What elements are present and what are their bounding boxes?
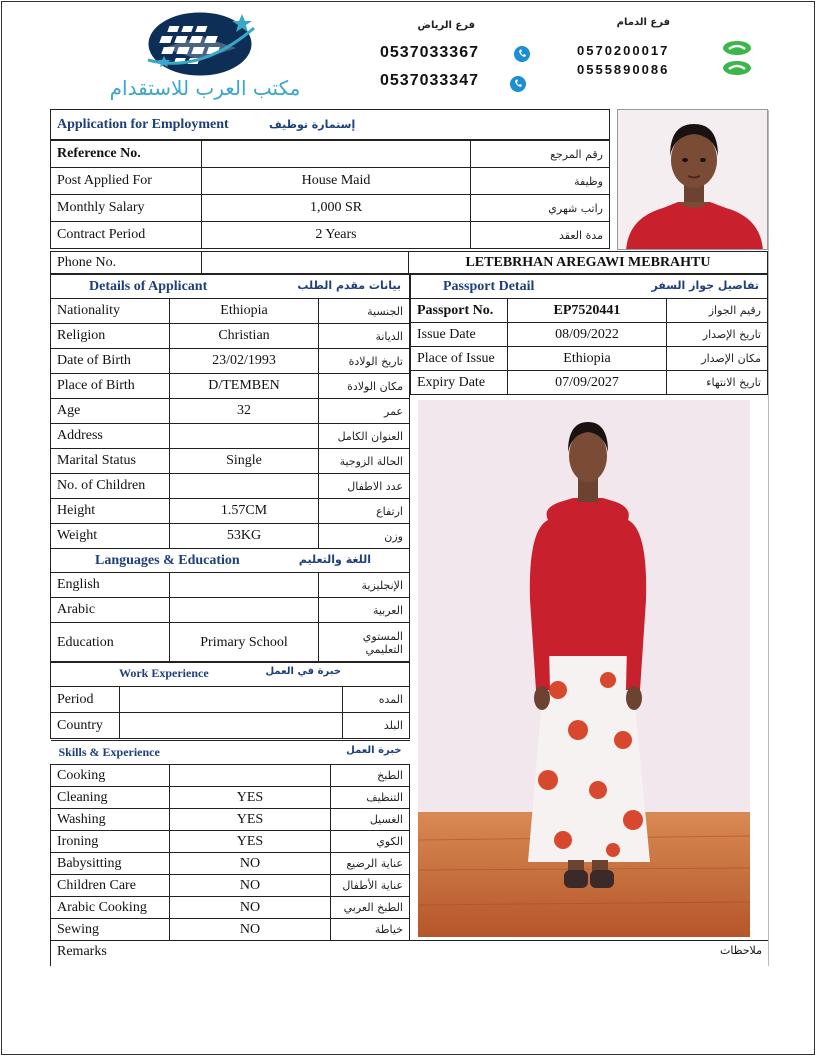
whatsapp-icon	[508, 74, 528, 94]
remarks-divider	[50, 940, 768, 941]
field-label-ar: وظيفة	[471, 168, 610, 195]
section-header	[411, 275, 768, 299]
passport-section-title-ar: تفاصيل جواز السفر	[651, 278, 759, 292]
skills-section-title-ar: خبرة العمل	[346, 744, 402, 756]
skill-value: NO	[170, 919, 331, 941]
skill-value	[170, 765, 331, 787]
field-label: English	[51, 573, 170, 598]
skill-label: Cooking	[51, 765, 170, 787]
field-label: Place of Issue	[411, 347, 508, 371]
languages-section-title-ar: اللغة والتعليم	[298, 552, 371, 566]
table-row	[51, 299, 410, 324]
table-row	[51, 222, 610, 249]
table-row	[51, 787, 410, 809]
work-section-title-ar: خبرة في العمل	[265, 666, 341, 677]
skill-value: YES	[170, 831, 331, 853]
field-value: 23/02/1993	[170, 349, 319, 374]
post-applied-value: House Maid	[202, 168, 471, 195]
reference-no-value	[202, 141, 471, 168]
field-label-ar: تاريخ الولادة	[319, 349, 410, 374]
table-row	[51, 399, 410, 424]
remarks-left-border	[50, 940, 51, 966]
field-value: Ethiopia	[170, 299, 319, 324]
table-row	[51, 623, 410, 663]
company-name: مكتب العرب للاستقدام	[109, 76, 301, 100]
applicant-portrait-photo	[617, 109, 768, 250]
table-row	[51, 524, 410, 549]
field-label: Place of Birth	[51, 374, 170, 399]
riyadh-phone-1: 0537033367	[380, 44, 479, 61]
field-label: No. of Children	[51, 474, 170, 499]
field-label-ar: البلد	[343, 713, 410, 739]
place-of-issue-value: Ethiopia	[508, 347, 667, 371]
field-label-ar: الإنجليزية	[319, 573, 410, 598]
skill-label-ar: الغسيل	[331, 809, 410, 831]
dammam-branch-label: فرع الدمام	[616, 17, 670, 28]
field-label: Passport No.	[411, 299, 508, 323]
issue-date-value: 08/09/2022	[508, 323, 667, 347]
skill-label-ar: عناية الرضيع	[331, 853, 410, 875]
skill-label: Sewing	[51, 919, 170, 941]
field-label-ar: الجنسية	[319, 299, 410, 324]
field-label: Weight	[51, 524, 170, 549]
skill-label-ar: عناية الأطفال	[331, 875, 410, 897]
field-label: Country	[51, 713, 120, 739]
passport-table	[410, 274, 768, 395]
field-label: Religion	[51, 324, 170, 349]
field-label-ar: المستوي التعليمي	[319, 623, 410, 663]
field-label-ar: راتب شهري	[471, 195, 610, 222]
field-value	[170, 573, 319, 598]
skill-label-ar: الكوي	[331, 831, 410, 853]
table-row	[51, 897, 410, 919]
skill-label-ar: التنظيف	[331, 787, 410, 809]
expiry-date-value: 07/09/2027	[508, 371, 667, 395]
company-logo	[142, 8, 262, 78]
skill-label-ar: الطبخ	[331, 765, 410, 787]
skills-section-title: Skills & Experience	[58, 744, 160, 759]
table-row	[51, 449, 410, 474]
field-value	[170, 598, 319, 623]
field-label-ar: تاريخ الإصدار	[667, 323, 768, 347]
field-value	[170, 424, 319, 449]
field-value: Single	[170, 449, 319, 474]
table-row	[51, 809, 410, 831]
field-label-ar: رقم المرجع	[471, 141, 610, 168]
table-row	[51, 141, 610, 168]
remarks-right-border	[768, 110, 769, 966]
dammam-phone-1: 0570200017	[577, 43, 670, 58]
skill-value: NO	[170, 853, 331, 875]
contract-period-value: 2 Years	[202, 222, 471, 249]
work-experience-table	[50, 661, 410, 739]
phone-row-table	[50, 251, 768, 274]
skill-value: YES	[170, 809, 331, 831]
table-row	[51, 499, 410, 524]
field-label: Period	[51, 687, 120, 713]
monthly-salary-value: 1,000 SR	[202, 195, 471, 222]
field-value: Christian	[170, 324, 319, 349]
application-title-table	[50, 109, 610, 140]
table-row	[51, 349, 410, 374]
riyadh-phone-2: 0537033347	[380, 72, 479, 89]
application-title: Application for Employment	[57, 116, 229, 132]
skill-label-ar: الطبخ العربي	[331, 897, 410, 919]
remarks-label: Remarks	[57, 944, 107, 959]
field-label: Education	[51, 623, 170, 663]
section-header	[51, 741, 410, 765]
table-row	[51, 919, 410, 941]
table-row	[411, 347, 768, 371]
field-label-ar: تاريخ الانتهاء	[667, 371, 768, 395]
field-label-ar: الديانة	[319, 324, 410, 349]
field-label: Post Applied For	[51, 168, 202, 195]
applicant-section-title-ar: بيانات مقدم الطلب	[297, 278, 401, 292]
table-row	[51, 374, 410, 399]
field-label-ar: العنوان الكامل	[319, 424, 410, 449]
work-section-title: Work Experience	[119, 666, 209, 680]
passport-section-title: Passport Detail	[443, 278, 535, 294]
field-value: 32	[170, 399, 319, 424]
field-value	[170, 474, 319, 499]
field-label-ar: مكان الولادة	[319, 374, 410, 399]
table-row	[51, 875, 410, 897]
phone-label: Phone No.	[51, 252, 202, 274]
field-label: Date of Birth	[51, 349, 170, 374]
field-label-ar: العربية	[319, 598, 410, 623]
field-label-ar: وزن	[319, 524, 410, 549]
field-label-ar: مكان الإصدار	[667, 347, 768, 371]
applicant-name: LETEBRHAN AREGAWI MEBRAHTU	[409, 252, 768, 274]
skill-label: Arabic Cooking	[51, 897, 170, 919]
field-label: Monthly Salary	[51, 195, 202, 222]
field-value: 1.57CM	[170, 499, 319, 524]
applicant-full-body-photo	[418, 400, 750, 937]
field-label-ar: مدة العقد	[471, 222, 610, 249]
field-label-ar: المده	[343, 687, 410, 713]
phone-icon	[722, 60, 752, 76]
field-label-ar: ارتفاع	[319, 499, 410, 524]
skill-label: Ironing	[51, 831, 170, 853]
whatsapp-icon	[512, 44, 532, 64]
section-header	[51, 662, 410, 687]
skill-label: Cleaning	[51, 787, 170, 809]
riyadh-branch-label: فرع الرياض	[417, 20, 475, 31]
table-row	[51, 831, 410, 853]
remarks-label-ar: ملاحظات	[720, 944, 762, 957]
field-value	[120, 713, 343, 739]
languages-section-title: Languages & Education	[95, 552, 240, 568]
skill-label: Children Care	[51, 875, 170, 897]
field-value	[120, 687, 343, 713]
applicant-section-title: Details of Applicant	[89, 278, 208, 294]
skills-table	[50, 740, 410, 941]
skill-label: Babysitting	[51, 853, 170, 875]
field-label: Nationality	[51, 299, 170, 324]
passport-no-value: EP7520441	[508, 299, 667, 323]
field-label: Contract Period	[51, 222, 202, 249]
table-row	[411, 371, 768, 395]
table-row	[51, 687, 410, 713]
phone-icon	[722, 40, 752, 56]
field-value: Primary School	[170, 623, 319, 663]
field-label: Address	[51, 424, 170, 449]
dammam-phone-2: 0555890086	[577, 62, 670, 77]
section-header	[51, 549, 410, 573]
table-row	[51, 765, 410, 787]
field-value: D/TEMBEN	[170, 374, 319, 399]
table-row	[51, 573, 410, 598]
table-row	[51, 474, 410, 499]
table-row	[51, 598, 410, 623]
field-label: Height	[51, 499, 170, 524]
skill-value: NO	[170, 897, 331, 919]
table-row	[51, 853, 410, 875]
field-label: Expiry Date	[411, 371, 508, 395]
skill-label-ar: خياطة	[331, 919, 410, 941]
skill-value: YES	[170, 787, 331, 809]
table-row	[411, 323, 768, 347]
field-label: Reference No.	[51, 141, 202, 168]
field-label-ar: الحالة الزوجية	[319, 449, 410, 474]
field-label: Arabic	[51, 598, 170, 623]
section-header	[51, 275, 410, 299]
table-row	[51, 424, 410, 449]
skill-value: NO	[170, 875, 331, 897]
table-row	[51, 195, 610, 222]
field-label-ar: عدد الاطفال	[319, 474, 410, 499]
field-label-ar: رقيم الجواز	[667, 299, 768, 323]
field-label: Marital Status	[51, 449, 170, 474]
field-label: Age	[51, 399, 170, 424]
table-row	[411, 299, 768, 323]
table-row	[51, 713, 410, 739]
field-label-ar: عمر	[319, 399, 410, 424]
table-row	[51, 168, 610, 195]
field-label: Issue Date	[411, 323, 508, 347]
phone-value	[202, 252, 409, 274]
employment-table	[50, 140, 610, 249]
applicant-details-table	[50, 274, 410, 663]
skill-label: Washing	[51, 809, 170, 831]
application-title-ar: إستمارة توظيف	[269, 117, 356, 131]
field-value: 53KG	[170, 524, 319, 549]
table-row	[51, 324, 410, 349]
